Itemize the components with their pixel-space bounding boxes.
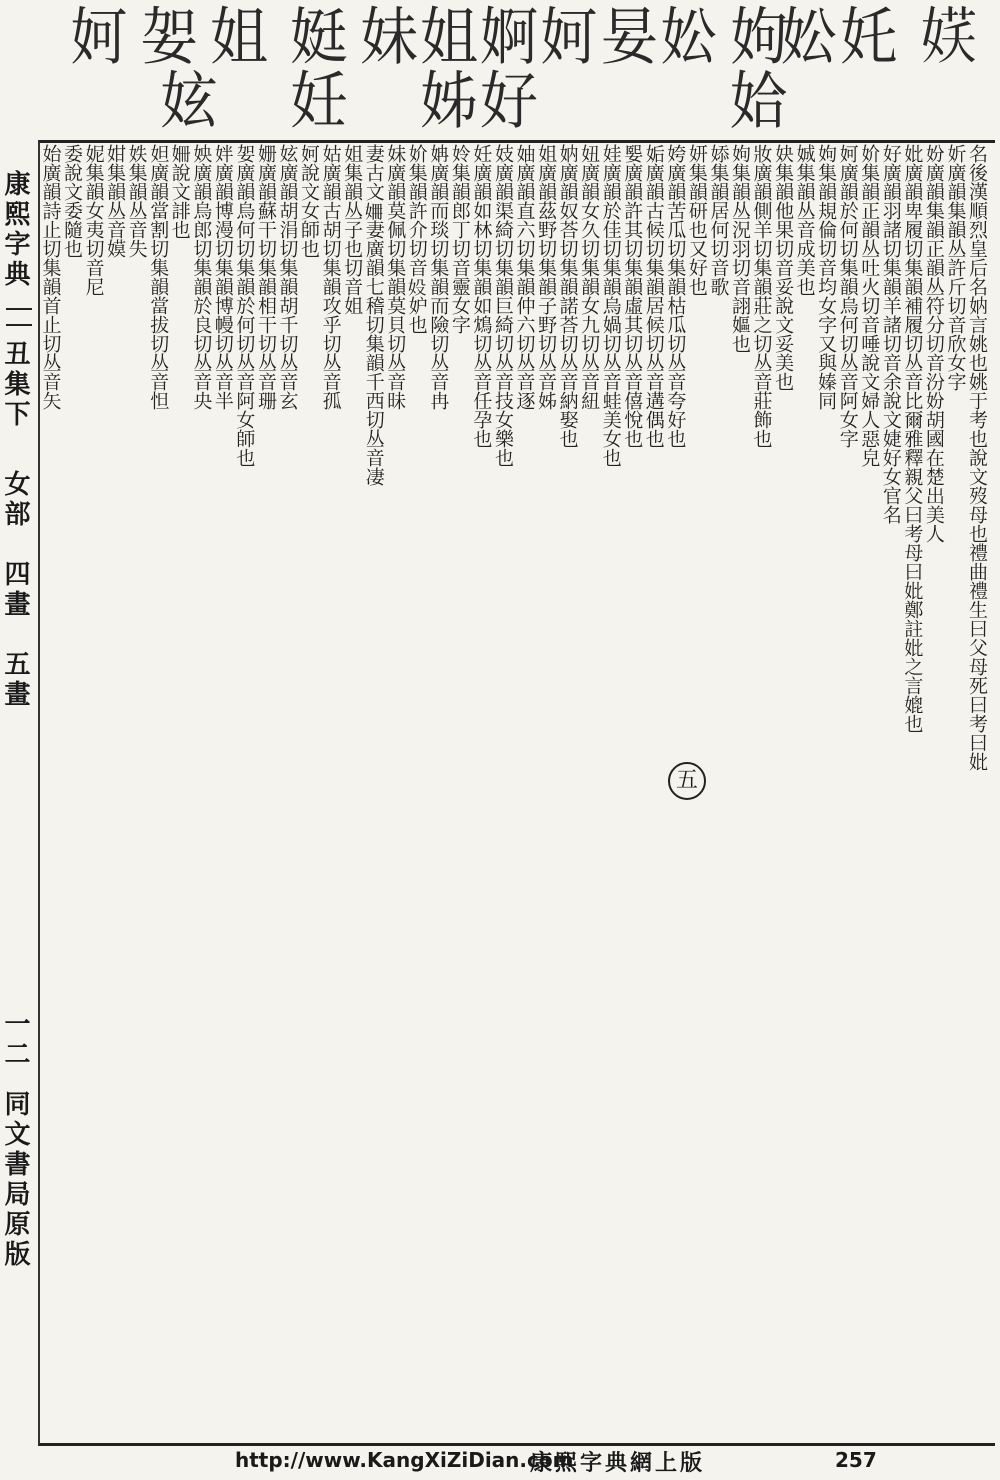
stroke-count-marker: 五 — [668, 762, 706, 800]
text-column: 妿廣韻烏何切集韻於何切丛音阿女師也 — [233, 144, 256, 467]
text-column: 始廣韻詩止切集韻首止切丛音矢 — [39, 144, 62, 410]
page-footer — [0, 1446, 1000, 1480]
margin-title-strip — [0, 140, 38, 1440]
text-column: 姅廣韻博漫切集韻博幔切丛音半 — [212, 144, 234, 410]
text-column: 委說文委隨也 — [61, 144, 84, 258]
text-column: 妠廣韻奴荅切集韻諾荅切丛音納娶也 — [557, 144, 579, 448]
text-column: 妣廣韻卑履切集韻補履切丛音比爾雅釋親父曰考母曰妣鄭註妣之言媲也 — [901, 144, 924, 733]
text-column: 妍集韻研也又好也 — [686, 144, 708, 296]
seal-glyph: 姊 — [420, 64, 479, 138]
seal-glyph: 娗 — [290, 0, 349, 74]
text-column: 妷集韻丛音失 — [126, 144, 148, 258]
text-column: 姏集韻丛音嫫 — [104, 144, 127, 258]
footer-brand: 康熙字典網上版 — [530, 1450, 706, 1476]
dictionary-columns — [40, 144, 988, 1436]
text-column: 妎集韻許介切音𡚾妒也 — [406, 144, 428, 334]
seal-glyph: 奼 — [840, 0, 899, 74]
seal-script-header — [40, 0, 1000, 140]
text-column: 媐廣韻許其切集韻虛其切丛音僖悅也 — [621, 144, 644, 448]
site-url[interactable]: http://www.KangXiZiDian.com — [235, 1448, 574, 1472]
seal-glyph: 姐 — [210, 0, 269, 74]
seal-glyph: 妊 — [290, 64, 349, 138]
seal-glyph: 姐 — [420, 0, 479, 74]
seal-glyph: 妐 — [780, 0, 839, 74]
text-column: 姐集韻丛子也切音姐 — [341, 144, 364, 315]
seal-glyph: 妐 — [660, 0, 719, 74]
text-column: 妸說文女師也 — [298, 144, 321, 258]
title-divider — [6, 308, 32, 326]
seal-glyph: 好 — [480, 64, 539, 138]
text-column: 妊廣韻如林切集韻如鴆切丛音任孕也 — [470, 144, 493, 448]
seal-glyph: 妸 — [540, 0, 599, 74]
text-column: 娍集韻丛音成美也 — [794, 144, 816, 296]
text-column: 姎廣韻烏郎切集韻於良切丛音央 — [190, 144, 213, 410]
stroke-label-a: 四畫 — [0, 560, 30, 620]
text-column: 姤廣韻古候切集韻居候切丛音遘偶也 — [643, 144, 665, 448]
seal-glyph: 姁 — [730, 0, 789, 74]
margin-page-number: 一二 — [0, 1010, 30, 1070]
text-column: 姁集韻規倫切音均女字又與嫀同 — [815, 144, 838, 410]
text-column: 妶廣韻胡涓切集韻胡千切丛音玄 — [276, 144, 299, 410]
text-column: 姑廣韻古胡切集韻攻乎切丛音孤 — [320, 144, 342, 410]
text-column: 好廣韻羽諸切集韻羊諸切音余說文婕好女官名 — [880, 144, 902, 524]
seal-glyph: 妹 — [360, 0, 419, 74]
stroke-label-b: 五畫 — [0, 650, 30, 710]
radical-label: 女部 — [0, 470, 30, 530]
section-label: 丑集下 — [0, 340, 30, 430]
text-column: 妓廣韻渠綺切集韻巨綺切丛音技女樂也 — [492, 144, 514, 467]
text-column: 妮集韻女夷切音尼 — [83, 144, 105, 296]
seal-glyph: 妟 — [600, 0, 659, 74]
text-column: 婖集韻居何切音歌 — [707, 144, 730, 296]
text-column: 姌廣韻而琰切集韻而險切丛音冉 — [427, 144, 450, 410]
text-column: 姱廣韻苦瓜切集韻枯瓜切丛音夸好也 — [664, 144, 687, 448]
text-column: 妯廣韻直六切集韻仲六切丛音逐 — [513, 144, 536, 410]
text-column: 姐廣韻茲野切集韻子野切丛音姊 — [535, 144, 558, 410]
book-title: 康熙字典 — [0, 170, 30, 290]
text-column: 妲廣韻當割切集韻當拔切丛音怛 — [147, 144, 170, 410]
text-column: 妡廣韻集韻丛許斤切音欣女字 — [944, 144, 967, 391]
seal-glyph: 姶 — [730, 64, 789, 138]
text-column: 姗廣韻蘇干切集韻相干切丛音珊 — [255, 144, 277, 410]
text-column: 妹廣韻莫佩切集韻莫貝切丛音昧 — [384, 144, 407, 410]
seal-glyph: 妿 — [140, 0, 199, 74]
footer-page-number: 257 — [835, 1448, 877, 1472]
text-column: 妢廣韻集韻正韻丛符分切音汾妢胡國在楚出美人 — [923, 144, 945, 543]
seal-glyph: 婀 — [480, 0, 539, 74]
text-column: 姍說文誹也 — [169, 144, 191, 239]
text-column: 娃廣韻於佳切集韻烏媧切丛音蛙美女也 — [600, 144, 622, 467]
seal-glyph: 𡝩 — [920, 0, 979, 74]
text-column: 妎集韻正韻丛吐火切音唾說文婦人惡皃 — [858, 144, 881, 467]
text-column: 妸廣韻於何切集韻烏何切丛音阿女字 — [837, 144, 859, 448]
text-column: 姈集韻郎丁切音靈女字 — [449, 144, 471, 334]
seal-glyph: 妶 — [160, 64, 219, 138]
seal-glyph: 妸 — [70, 0, 129, 74]
text-column: 名後漢順烈皇后名妠言姚也姚于考也說文歿母也禮曲禮生曰父母死曰考曰妣 — [966, 144, 988, 771]
text-column: 妝廣韻側羊切集韻莊之切丛音莊飾也 — [750, 144, 773, 448]
text-column: 妞廣韻女久切集韻女九切丛音紐 — [578, 144, 601, 410]
text-column: 妜集韻他果切音妥說文妥美也 — [772, 144, 795, 391]
publisher-label: 同文書局原版 — [0, 1090, 30, 1270]
text-column: 妻古文𡜜妻廣韻七稽切集韻千西切丛音凄 — [363, 144, 385, 486]
text-column: 姁集韻丛況羽切音詡嫗也 — [729, 144, 751, 353]
